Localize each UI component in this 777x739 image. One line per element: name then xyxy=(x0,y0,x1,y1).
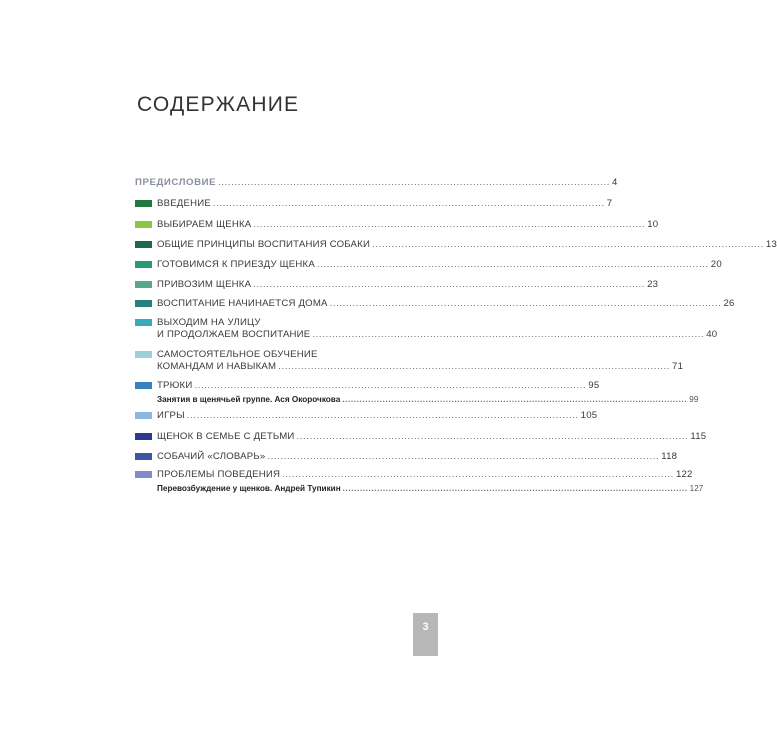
section-color-marker xyxy=(135,319,152,326)
toc-entry-page: 71 xyxy=(672,361,684,372)
toc-entry-page: 26 xyxy=(723,298,735,309)
section-color-marker xyxy=(135,200,152,207)
toc-entry-page: 20 xyxy=(710,259,722,270)
section-color-marker xyxy=(135,300,152,307)
toc-entry-choosing-puppy[interactable] xyxy=(135,219,659,231)
section-color-marker xyxy=(135,412,152,419)
toc-entry-introduction[interactable] xyxy=(135,198,613,210)
toc-entry-label: ЩЕНОК В СЕМЬЕ С ДЕТЬМИ xyxy=(157,431,295,442)
toc-entry-behavior-problems[interactable] xyxy=(135,469,693,481)
leader-dots: ........................................................................................................................ xyxy=(296,431,689,442)
toc-entry-label: ПРЕДИСЛОВИЕ xyxy=(135,177,217,188)
leader-dots: ........................................................................................................................ xyxy=(194,380,587,391)
section-color-marker xyxy=(135,351,152,358)
toc-entry-page: 118 xyxy=(661,451,678,462)
toc-entry-label-line1: ВЫХОДИМ НА УЛИЦУ xyxy=(157,317,261,328)
toc-entry-home-training[interactable] xyxy=(135,298,735,310)
toc-entry-going-outside[interactable] xyxy=(135,317,718,341)
toc-entry-label: ВВЕДЕНИЕ xyxy=(157,198,211,209)
toc-entry-page: 127 xyxy=(689,484,704,493)
leader-dots: ........................................................................................................................ xyxy=(212,198,605,209)
toc-entry-label-line1: САМОСТОЯТЕЛЬНОЕ ОБУЧЕНИЕ xyxy=(157,349,318,360)
leader-dots: ........................................................................................................................ xyxy=(267,451,660,462)
toc-subentry-puppy-group[interactable] xyxy=(135,394,699,406)
toc-entry-label: ИГРЫ xyxy=(157,410,185,421)
toc-entry-dog-dictionary[interactable] xyxy=(135,451,678,463)
leader-dots: ........................................................................................................................ xyxy=(253,219,646,230)
toc-entry-page: 95 xyxy=(588,380,600,391)
toc-entry-page: 23 xyxy=(647,279,659,290)
leader-dots: ........................................................................................................................ xyxy=(372,239,764,250)
section-color-marker xyxy=(135,281,152,288)
section-color-marker xyxy=(135,471,152,478)
toc-entry-label: СОБАЧИЙ «СЛОВАРЬ» xyxy=(157,451,266,462)
toc-entry-label-line2: И ПРОДОЛЖАЕМ ВОСПИТАНИЕ xyxy=(157,329,311,340)
leader-dots: ........................................................................................................................ xyxy=(316,259,709,270)
leader-dots: ........................................................................................................................ xyxy=(342,395,688,404)
toc-entry-label: ОБЩИЕ ПРИНЦИПЫ ВОСПИТАНИЯ СОБАКИ xyxy=(157,239,371,250)
toc-entry-page: 40 xyxy=(706,329,718,340)
section-color-marker xyxy=(135,241,152,248)
toc-entry-bringing-home[interactable] xyxy=(135,279,659,291)
toc-entry-general-principles[interactable] xyxy=(135,239,777,251)
section-color-marker xyxy=(135,433,152,440)
toc-entry-label: ВОСПИТАНИЕ НАЧИНАЕТСЯ ДОМА xyxy=(157,298,328,309)
toc-entry-family-kids[interactable] xyxy=(135,431,707,443)
section-color-marker xyxy=(135,453,152,460)
toc-entry-tricks[interactable] xyxy=(135,380,600,392)
toc-entry-label: ПРИВОЗИМ ЩЕНКА xyxy=(157,279,252,290)
leader-dots: ........................................................................................................................ xyxy=(253,279,646,290)
leader-dots: ........................................................................................................................ xyxy=(218,177,610,188)
toc-entry-label: Занятия в щенячьей группе. Ася Окорочкова xyxy=(157,395,341,404)
toc-entry-page: 4 xyxy=(612,177,618,188)
page-title: СОДЕРЖАНИЕ xyxy=(137,93,300,116)
section-color-marker xyxy=(135,221,152,228)
toc-entry-page: 10 xyxy=(647,219,659,230)
toc-entry-preface[interactable] xyxy=(135,177,618,189)
toc-entry-label: ВЫБИРАЕМ ЩЕНКА xyxy=(157,219,252,230)
leader-dots: ........................................................................................................................ xyxy=(342,484,688,493)
toc-entry-self-training[interactable] xyxy=(135,349,684,373)
toc-entry-page: 13 xyxy=(765,239,777,250)
toc-entry-label: ТРЮКИ xyxy=(157,380,193,391)
leader-dots: ........................................................................................................................ xyxy=(329,298,722,309)
leader-dots: ........................................................................................................................ xyxy=(186,410,579,421)
toc-entry-preparing[interactable] xyxy=(135,259,722,271)
leader-dots: ........................................................................................................................ xyxy=(282,469,674,480)
section-color-marker xyxy=(135,382,152,389)
toc-entry-label: Перевозбуждение у щенков. Андрей Тупикин xyxy=(157,484,341,493)
toc-entry-games[interactable] xyxy=(135,410,598,422)
toc-entry-label: ГОТОВИМСЯ К ПРИЕЗДУ ЩЕНКА xyxy=(157,259,315,270)
toc-entry-page: 7 xyxy=(606,198,613,209)
toc-entry-page: 105 xyxy=(580,410,598,421)
leader-dots: ........................................................................................................................ xyxy=(278,361,671,372)
toc-entry-label-line2: КОМАНДАМ И НАВЫКАМ xyxy=(157,361,277,372)
leader-dots: ........................................................................................................................ xyxy=(312,329,705,340)
page-number: 3 xyxy=(413,613,438,656)
section-color-marker xyxy=(135,261,152,268)
toc-subentry-overexcitement[interactable] xyxy=(135,483,704,495)
toc-entry-label: ПРОБЛЕМЫ ПОВЕДЕНИЯ xyxy=(157,469,281,480)
toc-entry-page: 99 xyxy=(689,395,699,404)
toc-entry-page: 115 xyxy=(690,431,707,442)
toc-entry-page: 122 xyxy=(675,469,693,480)
